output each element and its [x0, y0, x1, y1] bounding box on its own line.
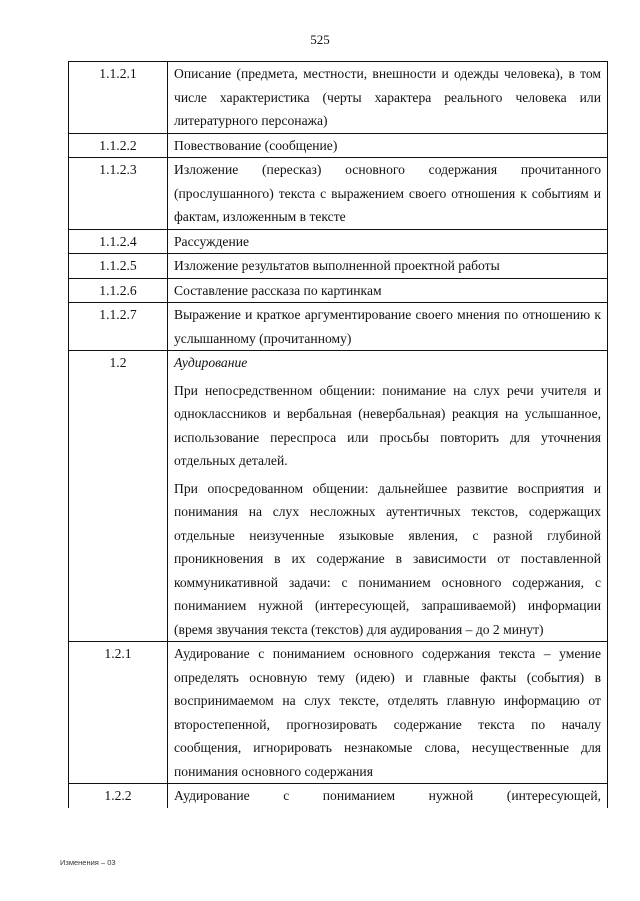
table-row	[69, 133, 608, 158]
row-number: 1.2	[69, 351, 168, 642]
table-row	[69, 642, 608, 784]
row-number: 1.2.2	[69, 784, 168, 809]
table-row	[69, 278, 608, 303]
table-row	[69, 351, 608, 642]
paragraph: При непосредственном общении: понимание на слух речи учителя и одноклассников и вербальная (невербальная) реакция на услышанное, использование переспроса или просьбы повторить для уточнения отдельных деталей.	[174, 382, 601, 468]
row-text: Выражение и краткое аргументирование своего мнения по отношению к услышанному (прочитанному)	[168, 303, 608, 351]
row-number: 1.1.2.2	[69, 133, 168, 158]
row-text	[168, 351, 608, 642]
row-number: 1.1.2.7	[69, 303, 168, 351]
table-row	[69, 158, 608, 230]
table-row	[69, 784, 608, 809]
row-text: Аудирование с пониманием нужной (интересующей,	[168, 784, 608, 809]
table-row	[69, 229, 608, 254]
row-number: 1.1.2.5	[69, 254, 168, 279]
row-text: Аудирование с пониманием основного содержания текста – умение определять основную тему (идею) и главные факты (события) в воспринимаемом на слух тексте, отделять главную информацию от второстепенной, прогнозировать содержание текста по началу сообщения, игнорировать незнакомые слова, несущественные для понимания основного содержания	[168, 642, 608, 784]
row-number: 1.1.2.1	[69, 62, 168, 134]
curriculum-table	[68, 61, 608, 808]
row-text: Повествование (сообщение)	[168, 133, 608, 158]
footer-revision-note: Изменения – 03	[60, 858, 116, 867]
table-row	[69, 303, 608, 351]
row-text: Рассуждение	[168, 229, 608, 254]
table-row	[69, 62, 608, 134]
row-number: 1.1.2.4	[69, 229, 168, 254]
page-number: 525	[310, 32, 330, 47]
paragraph: При опосредованном общении: дальнейшее развитие восприятия и понимания на слух несложных аутентичных текстов, содержащих отдельные неизученные языковые явления, с разной глубиной проникновения в их содержание в зависимости от поставленной коммуникативной задачи: с пониманием основного содержания, с пониманием нужной (интересующей, запрашиваемой) информации (время звучания текста (текстов) для аудирования – до 2 минут)	[174, 480, 601, 637]
row-number: 1.2.1	[69, 642, 168, 784]
row-text: Описание (предмета, местности, внешности и одежды человека), в том числе характеристика (черты характера реального человека или литературного персонажа)	[168, 62, 608, 134]
row-number: 1.1.2.3	[69, 158, 168, 230]
row-text: Составление рассказа по картинкам	[168, 278, 608, 303]
row-number: 1.1.2.6	[69, 278, 168, 303]
section-heading: Аудирование	[174, 355, 248, 370]
row-text: Изложение (пересказ) основного содержания прочитанного (прослушанного) текста с выражением своего отношения к событиям и фактам, изложенным в тексте	[168, 158, 608, 230]
row-text: Изложение результатов выполненной проектной работы	[168, 254, 608, 279]
table-row	[69, 254, 608, 279]
